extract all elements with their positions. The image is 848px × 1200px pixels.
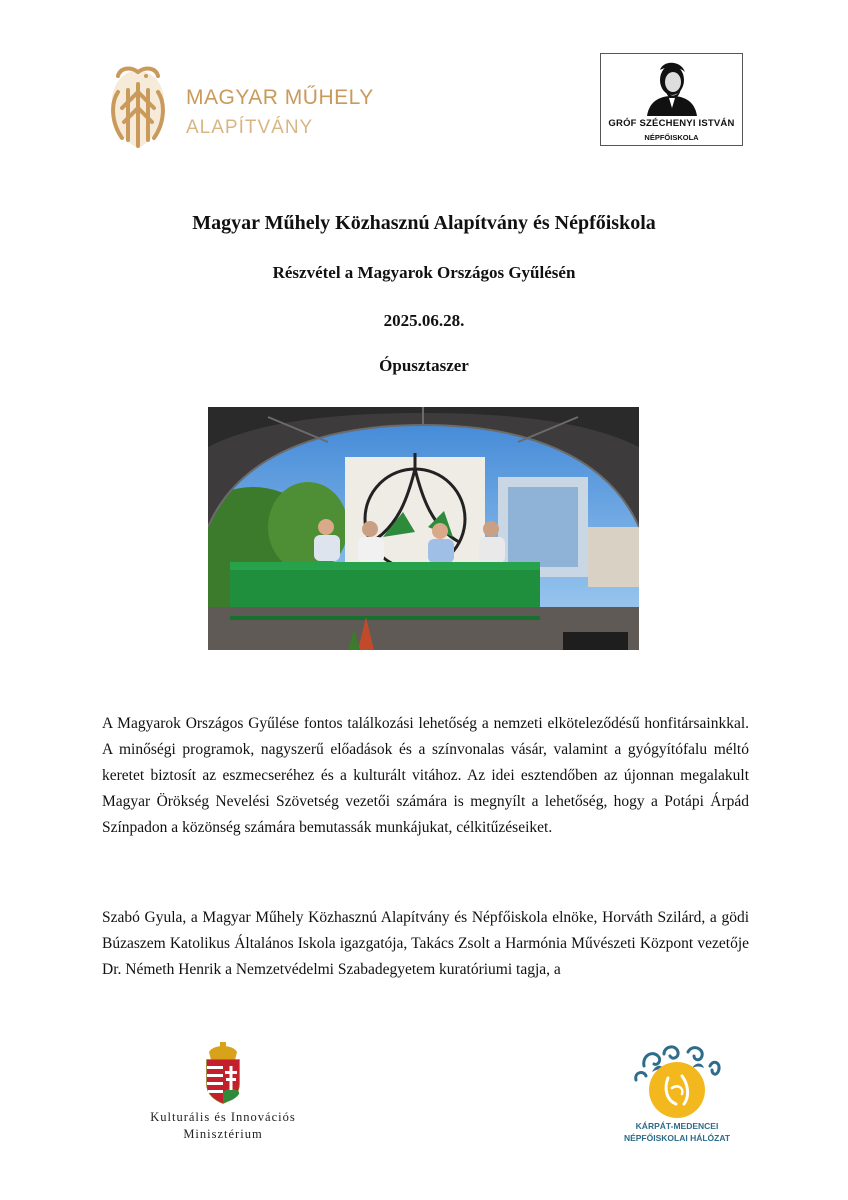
- event-photo: [208, 407, 639, 650]
- karpat-medencei-logo: [612, 1040, 742, 1148]
- karpat-medencei-subtitle: NÉPFŐISKOLAI HÁLÓZAT: [623, 1133, 731, 1143]
- body-paragraph-2: Szabó Gyula, a Magyar Műhely Közhasznú Alapítvány és Népfőiskola elnöke, Horváth Szilárd, a gödi Búzaszem Katolikus Általános Iskola igazgatója, Takács Zsolt a Harmónia Művészeti Központ vezetője Dr. Németh Henrik a Nemzetvédelmi Szabadegyetem kuratóriumi tagja, a: [102, 909, 749, 978]
- event-title: Részvétel a Magyarok Országos Gyűlésén: [272, 263, 576, 282]
- szechenyi-nepfoiskola-logo: [600, 53, 743, 146]
- magyar-muhely-name: MAGYAR MŰHELY: [186, 86, 374, 109]
- event-place: Ópusztaszer: [379, 356, 469, 375]
- magyar-muhely-emblem-icon: [100, 62, 176, 152]
- ministry-name: Kulturális és Innovációs: [150, 1110, 296, 1124]
- szechenyi-subtitle: NÉPFŐISKOLA: [644, 133, 699, 142]
- magyar-muhely-logo: [100, 62, 390, 154]
- karpat-medencei-emblem-icon: [632, 1040, 722, 1120]
- stage-scene-image: [208, 407, 639, 650]
- szechenyi-portrait-icon: [641, 58, 703, 116]
- magyar-muhely-subtitle: ALAPÍTVÁNY: [186, 117, 314, 138]
- ministry-subtitle: Minisztérium: [183, 1127, 263, 1141]
- karpat-medencei-name: KÁRPÁT-MEDENCEI: [635, 1121, 719, 1131]
- document-title: Magyar Műhely Közhasznú Alapítvány és Népfőiskola: [192, 212, 656, 234]
- szechenyi-name: GRÓF SZÉCHENYI ISTVÁN: [608, 118, 735, 129]
- ministry-logo: [128, 1042, 318, 1142]
- event-date: 2025.06.28.: [383, 311, 465, 330]
- hungarian-coat-of-arms-icon: [201, 1042, 245, 1104]
- body-paragraph-1: A Magyarok Országos Gyűlése fontos találkozási lehetőség a nemzeti elköteleződésű honfitársainkkal. A minőségi programok, nagyszerű előadások és a színvonalas vásár, valamint a gyógyítófalu méltó keretet biztosít az eszmecseréhez és a kulturált vitához. Az idei esztendőben az újonnan megalakult Magyar Örökség Nevelési Szövetség vezetői számára is megnyílt a lehetőség, hogy a Potápi Árpád Színpadon a közönség számára bemutassák munkájukat, célkitűzéseiket.: [102, 715, 749, 836]
